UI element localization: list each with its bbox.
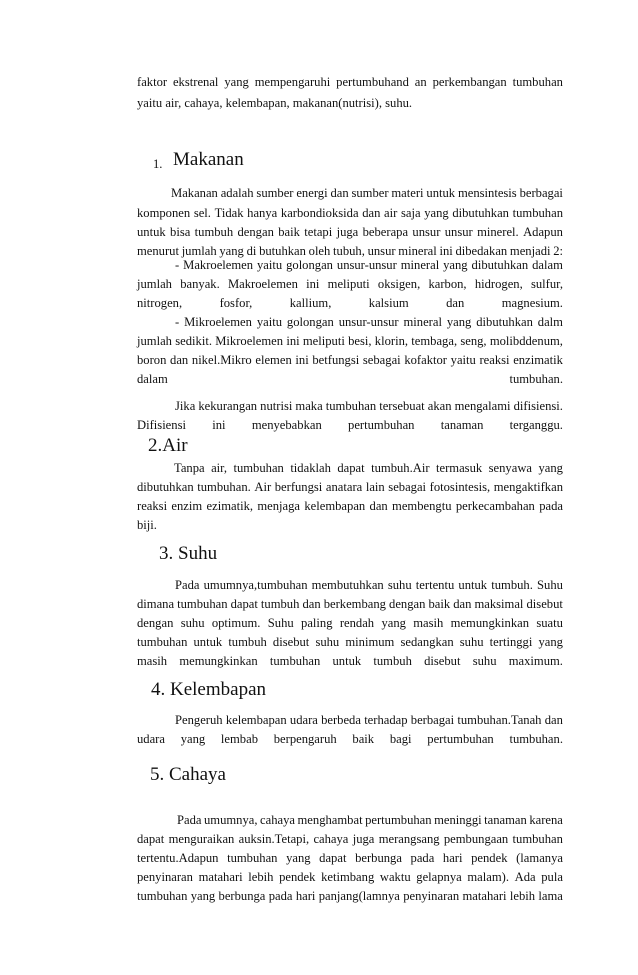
heading-suhu: 3. Suhu: [159, 543, 218, 564]
paragraph-line: dapat menguraikan auksin.Tetapi, cahaya juga merangsang pembungaan tumbuhan: [137, 832, 563, 846]
paragraph-line: komponen sel. Tidak hanya karbondioksida dan air saja yang dibutuhkan tumbuhan: [137, 206, 563, 220]
paragraph-line: Pada umumnya, cahaya menghambat pertumbuhan meninggi tanaman karena: [177, 813, 563, 827]
paragraph-line: masih memungkinkan tumbuhan untuk tumbuh disebut suhu maximum.: [137, 654, 563, 668]
paragraph-line: Makanan adalah sumber energi dan sumber materi untuk mensintesis berbagai: [171, 186, 563, 200]
intro-line-1: faktor ekstrenal yang mempengaruhi pertumbuhand an perkembangan tumbuhan: [137, 75, 563, 89]
paragraph-line: tumbuhan yang berbunga pada hari panjang(lamnya penyinaran matahari lebih lama: [137, 889, 563, 903]
paragraph-line: udara yang lembab berpengaruh baik bagi pertumbuhan tumbuhan.: [137, 732, 563, 746]
paragraph-line: dibutuhkan tumbuhan. Air berfungsi anatara lain sebagai fotosintesis, mengaktifkan: [137, 480, 563, 494]
paragraph-line: tumbuhan untuk tumbuh disebut suhu minimum sedangkan suhu tertinggi yang: [137, 635, 563, 649]
paragraph-line: Pada umumnya,tumbuhan membutuhkan suhu tertentu untuk tumbuh. Suhu: [175, 578, 563, 592]
paragraph-line: untuk bisa tumbuh dengan baik tetapi juga beberapa unsur unsur minerel. Adapun: [137, 225, 563, 239]
section-number: 1.: [153, 157, 163, 171]
paragraph-line: Jika kekurangan nutrisi maka tumbuhan tersebuat akan mengalami difisiensi.: [175, 399, 563, 413]
paragraph-line: - Makroelemen yaitu golongan unsur-unsur mineral yang dibutuhkan dalam: [175, 258, 563, 272]
intro-line-2: yaitu air, cahaya, kelembapan, makanan(nutrisi), suhu.: [137, 96, 413, 110]
paragraph-line: menurut jumlah yang di butuhkan oleh tubuh, unsur mineral ini dibedakan menjadi 2:: [137, 244, 563, 258]
paragraph-line: dimana tumbuhan dapat tumbuh dan berkembang dengan baik dan maksimal disebut: [137, 597, 563, 611]
paragraph-line: boron dan nikel.Mikro elemen ini betfungsi sebagai kofaktor yaitu reaksi enzimatik: [137, 353, 563, 367]
paragraph-line: nitrogen, fosfor, kallium, kalsium dan magnesium.: [137, 296, 563, 310]
paragraph-line: dengan suhu optimum. Suhu paling rendah yang masih memungkinkan suatu: [137, 616, 563, 630]
heading-cahaya: 5. Cahaya: [150, 764, 226, 785]
heading-kelembapan: 4. Kelembapan: [151, 679, 267, 700]
paragraph-line: jumlah banyak. Makroelemen ini meliputi oksigen, karbon, hidrogen, sulfur,: [137, 277, 563, 291]
heading-makanan: Makanan: [173, 149, 244, 170]
paragraph-line: jumlah sedikit. Mikroelemen ini meliputi besi, klorin, tembaga, seng, molibddenum,: [137, 334, 563, 348]
paragraph-line: Pengeruh kelembapan udara berbeda terhadap berbagai tumbuhan.Tanah dan: [175, 713, 563, 727]
paragraph-line: reaksi enzim ezimatik, menjaga kelembapan dan membengtu perkecambahan pada: [137, 499, 563, 513]
paragraph-line: biji.: [137, 518, 157, 532]
paragraph-line: Tanpa air, tumbuhan tidaklah dapat tumbuh.Air termasuk senyawa yang: [174, 461, 563, 475]
paragraph-line: tertentu.Adapun tumbuhan yang dapat berbunga pada hari pendek (lamanya: [137, 851, 563, 865]
paragraph-line: Difisiensi ini menyebabkan pertumbuhan tanaman terganggu.: [137, 418, 563, 432]
paragraph-line: dalam tumbuhan.: [137, 372, 563, 386]
paragraph-line: - Mikroelemen yaitu golongan unsur-unsur mineral yang dibutuhkan dalm: [175, 315, 563, 329]
heading-air: 2.Air: [148, 435, 188, 456]
paragraph-line: penyinaran matahari lebih pendek ketimbang waktu gelapnya malam). Ada pula: [137, 870, 563, 884]
